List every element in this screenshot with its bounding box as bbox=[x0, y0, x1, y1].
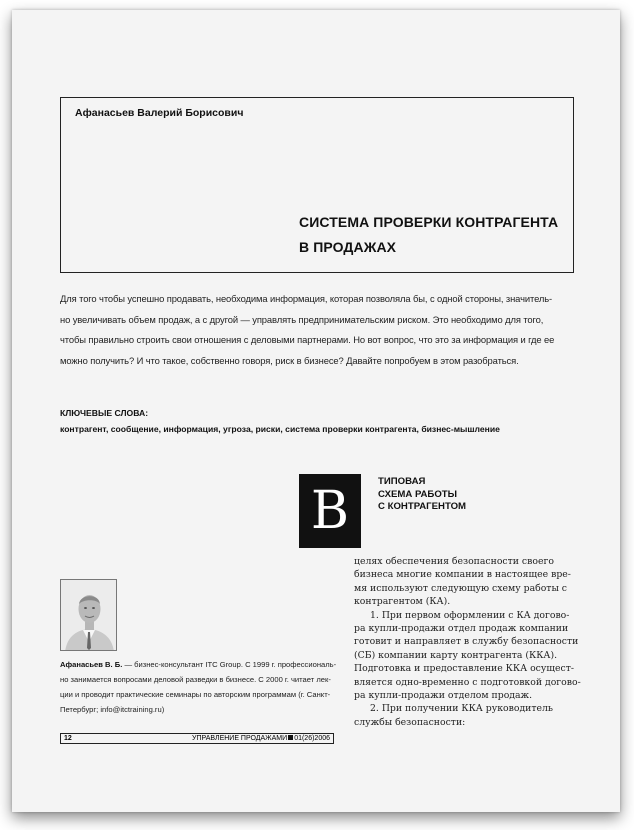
author-name: Афанасьев Валерий Борисович bbox=[75, 107, 244, 119]
bio-line: ции и проводит практические семинары по авторским программам (г. Санкт- bbox=[60, 690, 331, 699]
intro-line: можно получить? И что такое, собственно говоря, риск в бизнесе? Давайте попробуем в этом разобраться. bbox=[60, 354, 519, 366]
author-photo bbox=[60, 579, 117, 651]
magazine-page bbox=[12, 10, 620, 812]
keywords-title: КЛЮЧЕВЫЕ СЛОВА: bbox=[60, 408, 149, 418]
body-line: мя используют следующую схему работы с bbox=[354, 582, 568, 594]
section-heading-line: СХЕМА РАБОТЫ bbox=[378, 488, 458, 500]
body-line: готовит и направляет в службу безопасности bbox=[354, 636, 579, 648]
intro-paragraph bbox=[60, 289, 578, 371]
bio-author-name: Афанасьев В. Б. bbox=[60, 660, 123, 669]
keywords-text: контрагент, сообщение, информация, угроза, риски, система проверки контрагента, бизнес-мышление bbox=[60, 424, 500, 434]
bio-line bbox=[60, 657, 340, 672]
article-header-box bbox=[60, 97, 574, 273]
drop-cap: В bbox=[299, 474, 361, 548]
intro-line: Для того чтобы успешно продавать, необходима информация, которая позволяла бы, с одной стороны, значитель- bbox=[60, 293, 553, 304]
square-bullet-icon bbox=[288, 735, 293, 740]
body-text-column bbox=[354, 555, 581, 729]
body-line: Подготовка и предоставление ККА осущест- bbox=[354, 663, 574, 675]
title-line: В ПРОДАЖАХ bbox=[299, 239, 397, 255]
bio-text: — бизнес-консультант ITC Group. С 1999 г. профессиональ- bbox=[122, 660, 337, 669]
body-line: ра купли-продажи отдел продаж компании bbox=[354, 623, 569, 635]
body-line: целях обеспечения безопасности своего bbox=[354, 556, 554, 567]
section-heading-line: ТИПОВАЯ bbox=[378, 476, 426, 487]
body-line: 2. При получении ККА руководитель bbox=[370, 703, 553, 715]
journal-info bbox=[192, 734, 330, 743]
section-heading bbox=[378, 476, 466, 514]
page-number: 12 bbox=[64, 735, 72, 742]
journal-issue: 01(26)2006 bbox=[294, 735, 330, 742]
section-heading-line: С КОНТРАГЕНТОМ bbox=[378, 501, 467, 512]
title-line: СИСТЕМА ПРОВЕРКИ КОНТРАГЕНТА bbox=[299, 214, 559, 230]
article-title bbox=[299, 210, 558, 260]
body-line: бизнеса многие компании в настоящее вре- bbox=[354, 569, 571, 581]
author-portrait-image bbox=[61, 580, 117, 651]
body-line: 1. При первом оформлении с КА догово- bbox=[370, 609, 570, 621]
body-line: ра купли-продажи отделом продаж. bbox=[354, 690, 533, 702]
page-footer bbox=[60, 733, 334, 744]
body-line: службы безопасности: bbox=[354, 716, 466, 728]
body-line: контрагентом (КА). bbox=[354, 596, 451, 608]
body-line: вляется одно-временно с подготовкой догово- bbox=[354, 676, 581, 688]
author-bio bbox=[60, 657, 340, 717]
body-line: (СБ) компании карту контрагента (ККА). bbox=[354, 649, 558, 661]
intro-line: но увеличивать объем продаж, а с другой — управлять предпринимательским риском. Это необходимо для того, bbox=[60, 313, 544, 325]
intro-line: чтобы правильно строить свои отношения с деловыми партнерами. Но вот вопрос, что это за информация и где ее bbox=[60, 334, 555, 345]
bio-line: но занимается вопросами деловой разведки в бизнесе. С 2000 г. читает лек- bbox=[60, 675, 331, 684]
journal-name: УПРАВЛЕНИЕ ПРОДАЖАМИ bbox=[192, 735, 288, 742]
bio-line: Петербург; info@itctraining.ru) bbox=[60, 705, 165, 714]
